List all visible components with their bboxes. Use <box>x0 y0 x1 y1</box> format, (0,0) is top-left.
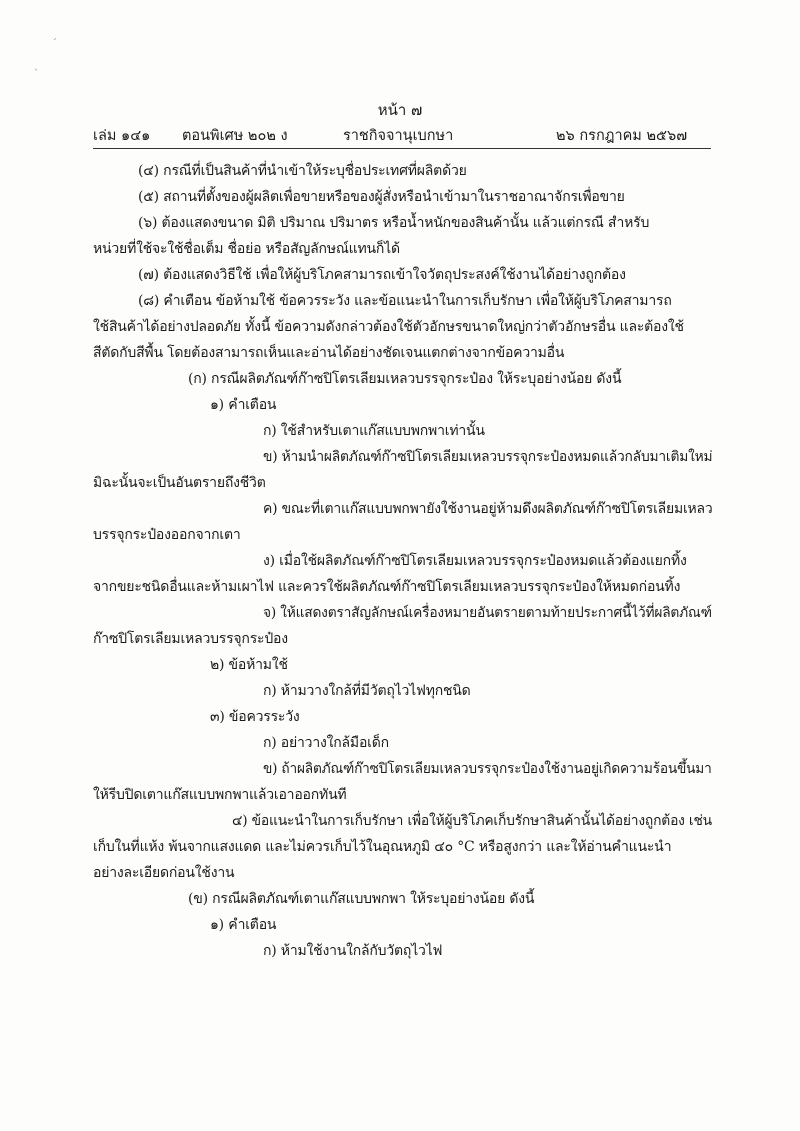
warning-item: ก) ใช้สำหรับเตาแก๊สแบบพกพาเท่านั้น <box>263 423 485 439</box>
item-storage-advice: ๔) ข้อแนะนำในการเก็บรักษา เพื่อให้ผู้บริโภคเก็บรักษาสินค้านั้นได้อย่างถูกต้อง เช่น <box>232 813 712 829</box>
header-publication: ราชกิจจานุเบกษา <box>343 128 454 144</box>
warning-item-continued: บรรจุกระป๋องออกจากเตา <box>93 527 241 543</box>
header-rule <box>93 148 711 149</box>
warning-item: ก) ห้ามใช้งานใกล้กับวัตถุไวไฟ <box>263 943 443 959</box>
prohibition-item: ก) ห้ามวางใกล้ที่มีวัตถุไวไฟทุกชนิด <box>263 683 471 699</box>
header-section: ตอนพิเศษ ๒๐๒ ง <box>182 128 288 144</box>
scan-speck: ˊ <box>52 38 57 49</box>
scan-speck: ˎ <box>34 60 39 71</box>
storage-advice-continued: เก็บในที่แห้ง พ้นจากแสงแดด และไม่ควรเก็บไว้ในอุณหภูมิ ๔๐ °C หรือสูงกว่า และให้อ่านคำแนะนำ <box>93 839 672 855</box>
warning-item: ข) ห้ามนำผลิตภัณฑ์ก๊าซปิโตรเลียมเหลวบรรจุกระป๋องหมดแล้วกลับมาเติมใหม่ <box>263 449 713 465</box>
header-date: ๒๖ กรกฎาคม ๒๕๖๗ <box>556 128 688 144</box>
subclause-kho: (ข) กรณีผลิตภัณฑ์เตาแก๊สแบบพกพา ให้ระบุอย่างน้อย ดังนี้ <box>188 891 535 907</box>
caution-item: ก) อย่าวางใกล้มือเด็ก <box>263 735 389 751</box>
clause-7: (๗) ต้องแสดงวิธีใช้ เพื่อให้ผู้บริโภคสามารถเข้าใจวัตถุประสงค์ใช้งานได้อย่างถูกต้อง <box>138 267 626 283</box>
item-warning: ๑) คำเตือน <box>210 917 277 933</box>
warning-item: จ) ให้แสดงตราสัญลักษณ์เครื่องหมายอันตรายตามท้ายประกาศนี้ไว้ที่ผลิตภัณฑ์ <box>263 605 712 621</box>
clause-8-continued: สีตัดกับสีพื้น โดยต้องสามารถเห็นและอ่านได้อย่างชัดเจนแตกต่างจากข้อความอื่น <box>93 345 565 361</box>
subclause-ka: (ก) กรณีผลิตภัณฑ์ก๊าซปิโตรเลียมเหลวบรรจุกระป๋อง ให้ระบุอย่างน้อย ดังนี้ <box>188 371 622 387</box>
warning-item-continued: มิฉะนั้นจะเป็นอันตรายถึงชีวิต <box>93 475 266 491</box>
item-warning: ๑) คำเตือน <box>210 397 277 413</box>
clause-8-continued: ใช้สินค้าได้อย่างปลอดภัย ทั้งนี้ ข้อความดังกล่าวต้องใช้ตัวอักษรขนาดใหญ่กว่าตัวอักษรอื่น และต้องใช้ <box>93 319 684 335</box>
clause-8: (๘) คำเตือน ข้อห้ามใช้ ข้อควรระวัง และข้อแนะนำในการเก็บรักษา เพื่อให้ผู้บริโภคสามารถ <box>138 293 672 309</box>
clause-5: (๕) สถานที่ตั้งของผู้ผลิตเพื่อขายหรือของผู้สั่งหรือนำเข้ามาในราชอาณาจักรเพื่อขาย <box>138 189 625 205</box>
item-prohibition: ๒) ข้อห้ามใช้ <box>210 657 288 673</box>
clause-6: (๖) ต้องแสดงขนาด มิติ ปริมาณ ปริมาตร หรือน้ำหนักของสินค้านั้น แล้วแต่กรณี สำหรับ <box>138 215 650 231</box>
warning-item: ง) เมื่อใช้ผลิตภัณฑ์ก๊าซปิโตรเลียมเหลวบรรจุกระป๋องหมดแล้วต้องแยกทิ้ง <box>263 553 687 569</box>
header-volume: เล่ม ๑๔๑ <box>93 128 151 144</box>
caution-item: ข) ถ้าผลิตภัณฑ์ก๊าซปิโตรเลียมเหลวบรรจุกระป๋องใช้งานอยู่เกิดความร้อนขึ้นมา <box>263 761 712 777</box>
caution-item-continued: ให้รีบปิดเตาแก๊สแบบพกพาแล้วเอาออกทันที <box>93 787 347 803</box>
storage-advice-continued: อย่างละเอียดก่อนใช้งาน <box>93 865 235 881</box>
clause-6-continued: หน่วยที่ใช้จะใช้ชื่อเต็ม ชื่อย่อ หรือสัญลักษณ์แทนก็ได้ <box>93 241 400 257</box>
item-caution: ๓) ข้อควรระวัง <box>210 709 300 725</box>
warning-item-continued: ก๊าซปิโตรเลียมเหลวบรรจุกระป๋อง <box>93 631 288 647</box>
clause-4: (๔) กรณีที่เป็นสินค้าที่นำเข้าให้ระบุชื่อประเทศที่ผลิตด้วย <box>138 163 467 179</box>
warning-item: ค) ขณะที่เตาแก๊สแบบพกพายังใช้งานอยู่ห้ามดึงผลิตภัณฑ์ก๊าซปิโตรเลียมเหลว <box>263 501 713 517</box>
page-number: หน้า ๗ <box>377 101 423 119</box>
warning-item-continued: จากขยะชนิดอื่นและห้ามเผาไฟ และควรใช้ผลิตภัณฑ์ก๊าซปิโตรเลียมเหลวบรรจุกระป๋องให้หมดก่อนทิ้ง <box>93 579 681 595</box>
